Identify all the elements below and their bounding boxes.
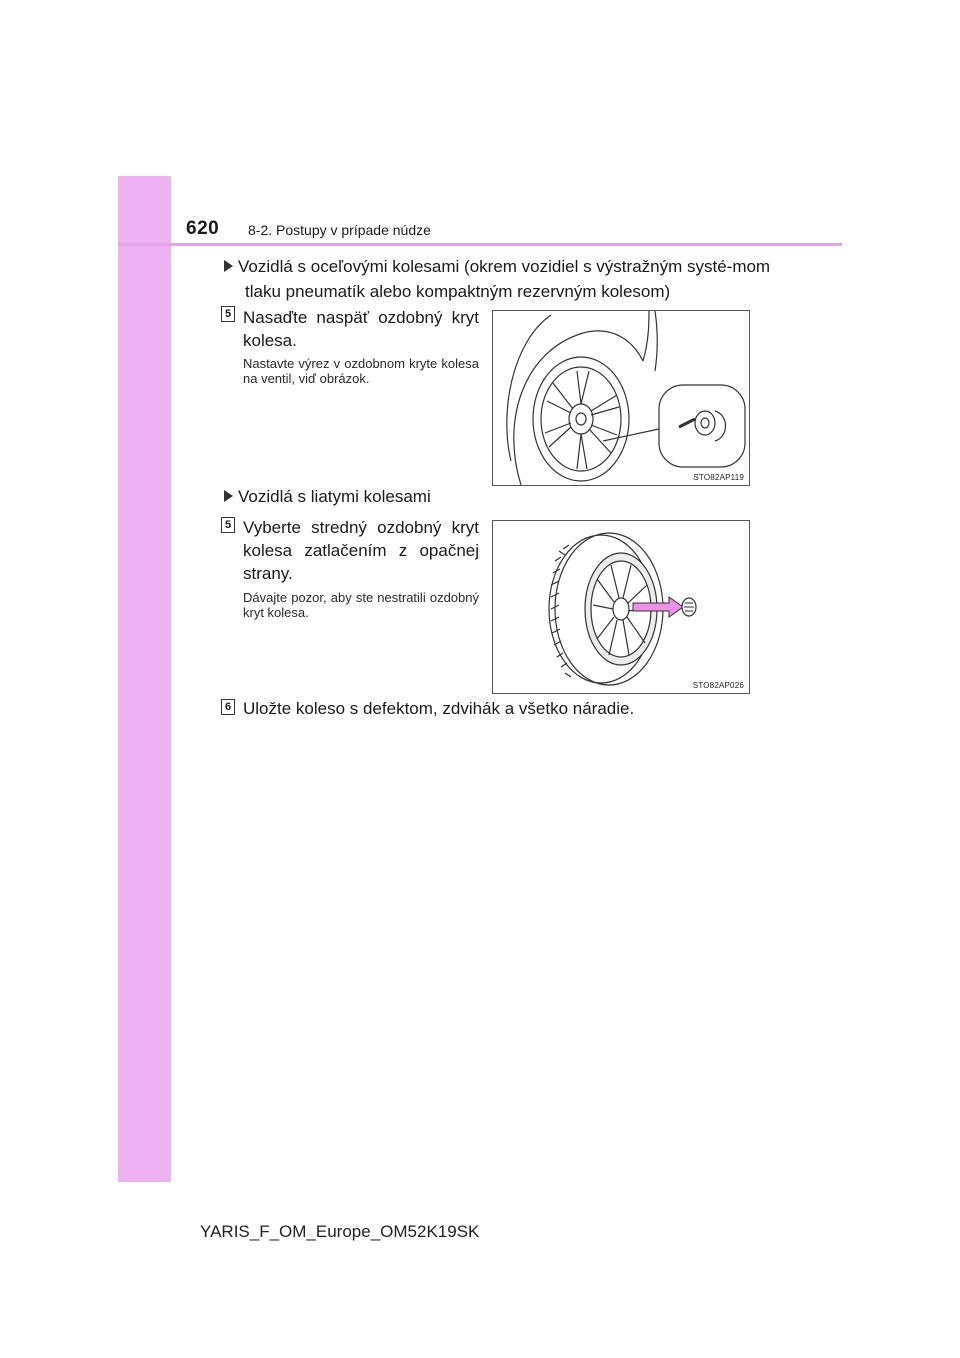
figure-center-cap-removal xyxy=(492,520,750,694)
step-title: Uložte koleso s defektom, zdvihák a všetko náradie. xyxy=(243,699,635,718)
step-number-badge: 5 xyxy=(221,517,235,533)
section-title: 8-2. Postupy v prípade núdze xyxy=(248,222,431,238)
section-heading-steel-wheels xyxy=(216,254,785,304)
section-heading-text: Vozidlá s oceľovými kolesami (okrem vozidiel s výstražným systé-mom tlaku pneumatík alebo kompaktným rezervným kolesom) xyxy=(238,257,771,301)
center-cap-illustration xyxy=(493,521,749,693)
step-note: Dávajte pozor, aby ste nestratili ozdobný kryt kolesa. xyxy=(243,590,479,620)
section-heading-alloy-wheels xyxy=(216,484,431,509)
step-number-badge: 6 xyxy=(221,699,235,715)
step-title: Nasaďte naspäť ozdobný kryt kolesa. xyxy=(243,308,479,350)
step-number-badge: 5 xyxy=(221,306,235,322)
step-note: Nastavte výrez v ozdobnom kryte kolesa na ventil, viď obrázok. xyxy=(243,356,479,386)
wheel-cover-illustration xyxy=(493,311,749,485)
figure-code: STO82AP026 xyxy=(692,681,744,690)
section-heading-text: Vozidlá s liatymi kolesami xyxy=(238,487,431,506)
figure-code: STO82AP119 xyxy=(693,473,744,482)
bullet-triangle-icon xyxy=(224,490,233,502)
step-title: Vyberte stredný ozdobný kryt kolesa zatlačením z opačnej strany. xyxy=(243,518,479,583)
figure-wheel-cover-install xyxy=(492,310,750,486)
page-number: 620 xyxy=(186,218,220,239)
chapter-sidebar-tab xyxy=(118,176,171,1182)
bullet-triangle-icon xyxy=(224,260,233,272)
header-divider xyxy=(118,243,842,246)
document-code: YARIS_F_OM_Europe_OM52K19SK xyxy=(200,1222,480,1241)
